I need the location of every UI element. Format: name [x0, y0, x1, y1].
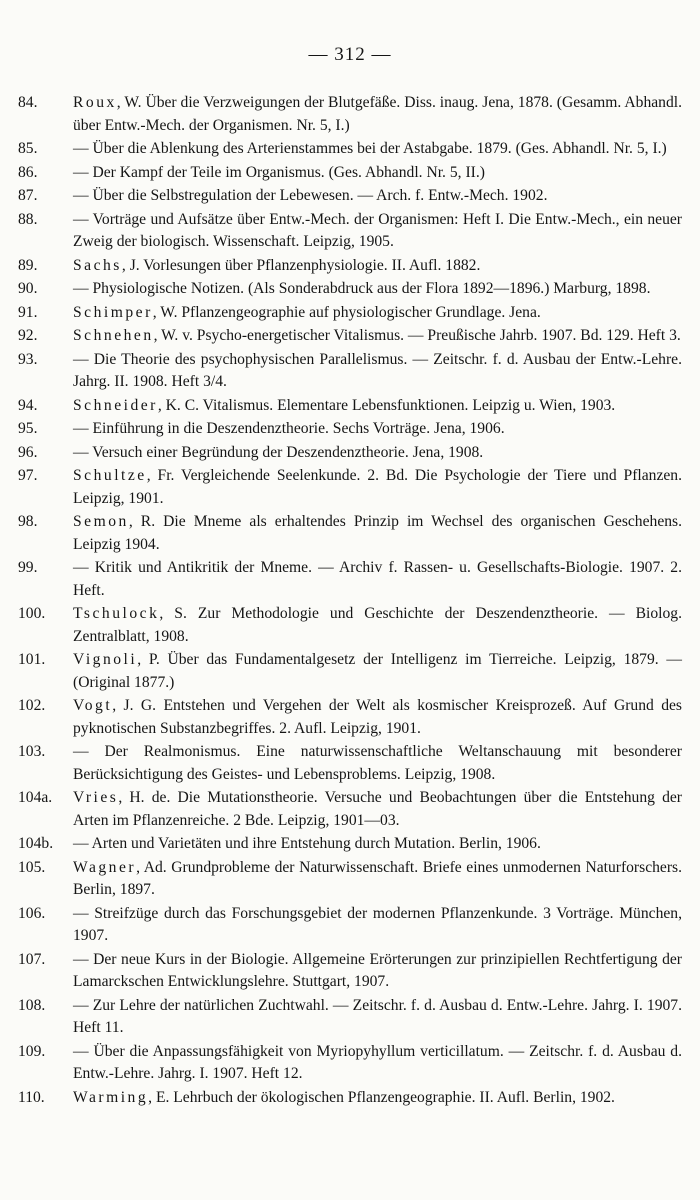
bibliography-entry: 94. Schneider, K. C. Vitalismus. Elementare Lebensfunktionen. Leipzig u. Wien, 1903. [18, 395, 682, 418]
entry-number: 110. [18, 1088, 45, 1106]
bibliography-entry: 101. Vignoli, P. Über das Fundamentalgesetz der Intelligenz im Tierreiche. Leipzig, 1879. — (Original 1877.) [18, 651, 682, 691]
entry-text: — Arten und Varietäten und ihre Entstehung durch Mutation. Berlin, 1906. [73, 835, 541, 852]
entry-text: — Über die Anpassungsfähigkeit von Myriopyhyllum verticillatum. — Zeitschr. f. d. Ausbau d. Entw.-Lehre. Jahrg. I. 1907. Heft 12. [73, 1042, 682, 1082]
bibliography-entry [18, 278, 682, 301]
entry-number: 93. [18, 350, 38, 368]
bibliography-entry [18, 995, 682, 1040]
entry-text: K. C. Vitalismus. Elementare Lebensfunktionen. Leipzig u. Wien, 1903. [165, 396, 616, 414]
bibliography-entry: 102. Vogt, J. G. Entstehen und Vergehen der Welt als kosmischer Kreisprozeß. Auf Grund des pyknotischen Substanzbegriffes. 2. Aufl. Leipzig, 1901. [18, 697, 683, 737]
entry-author: Schultze [73, 467, 147, 484]
entry-text: — Versuch einer Begründung der Deszendenztheorie. Jena, 1908. [73, 443, 484, 461]
entry-text: — Der Realmonismus. Eine naturwissenschaftliche Weltanschauung mit besonderer Berücksichtigung des Geistes- und Lebensproblems. Leipzig, 1908. [73, 743, 682, 783]
entry-number: 99. [18, 559, 38, 576]
entry-text: — Physiologische Notizen. (Als Sonderabdruck aus der Flora 1892—1896.) Marburg, 1898. [73, 280, 651, 297]
bibliography-entry: 92. Schnehen, W. v. Psycho-energetischer Vitalismus. — Preußische Jahrb. 1907. Bd. 129. Heft 3. [18, 325, 682, 348]
bibliography-entry: 89. Sachs, J. Vorlesungen über Pflanzenphysiologie. II. Aufl. 1882. [18, 255, 682, 278]
entry-number: 86. [18, 163, 38, 181]
entry-author: Roux [73, 94, 117, 111]
entry-author: Semon [73, 513, 129, 530]
entry-author: Vries [73, 789, 119, 806]
bibliography-entry [18, 185, 682, 208]
entry-author: Tschulock [73, 605, 160, 622]
entry-author: Warming [73, 1088, 149, 1106]
bibliography-entry [18, 949, 682, 994]
entry-number: 107. [18, 950, 46, 968]
entry-author: Wagner [73, 858, 137, 876]
bibliography-entry [18, 162, 682, 185]
entry-text: — Zur Lehre der natürlichen Zuchtwahl. — Zeitschr. f. d. Ausbau d. Entw.-Lehre. Jahrg. I. 1907. Heft 11. [73, 996, 682, 1036]
entry-text: R. Die Mneme als erhaltendes Prinzip im Wechsel des organischen Geschehens. Leipzig 1904. [73, 513, 683, 553]
entry-number: 104a. [18, 789, 53, 806]
bibliography-entry [18, 209, 682, 254]
entry-author: Sachs [73, 256, 122, 274]
entry-number: 90. [18, 280, 38, 297]
entry-text: E. Lehrbuch der ökologischen Pflanzengeographie. II. Aufl. Berlin, 1902. [155, 1088, 615, 1106]
entry-text: — Einführung in die Deszendenztheorie. Sechs Vorträge. Jena, 1906. [73, 420, 505, 437]
entry-text: W. Über die Verzweigungen der Blutgefäße. Diss. inaug. Jena, 1878. (Gesamm. Abhandl. über Entw.-Mech. der Organismen. Nr. 5, I.) [73, 94, 682, 134]
entry-number: 103. [18, 743, 46, 760]
entry-number: 85. [18, 140, 38, 157]
bibliography-entry: 110. Warming, E. Lehrbuch der ökologischen Pflanzengeographie. II. Aufl. Berlin, 1902. [18, 1087, 682, 1110]
entry-author: Vignoli [73, 651, 138, 668]
entry-number: 104b. [18, 835, 54, 852]
entry-number: 96. [18, 443, 38, 461]
entry-text: — Die Theorie des psychophysischen Parallelismus. — Zeitschr. f. d. Ausbau der Entw.-Lehre. Jahrg. II. 1908. Heft 3/4. [73, 350, 682, 390]
entry-number: 95. [18, 420, 38, 437]
entry-text: W. v. Psycho-energetischer Vitalismus. — Preußische Jahrb. 1907. Bd. 129. Heft 3. [161, 327, 681, 344]
entry-author: Vogt [73, 697, 113, 714]
entry-number: 106. [18, 904, 46, 922]
bibliography-entry [18, 1041, 682, 1086]
entry-number: 88. [18, 210, 38, 228]
bibliography-list [18, 92, 682, 1110]
entry-text: — Vorträge und Aufsätze über Entw.-Mech. der Organismen: Heft I. Die Entw.-Mech., ein neuer Zweig der biologisch. Wissenschaft. Leipzig, 1905. [73, 210, 682, 250]
bibliography-entry: 105. Wagner, Ad. Grundprobleme der Naturwissenschaft. Briefe eines unmodernen Naturforschers. Berlin, 1897. [18, 858, 682, 898]
entry-number: 101. [18, 651, 46, 668]
bibliography-entry [18, 349, 682, 394]
entry-text: W. Pflanzengeographie auf physiologischer Grundlage. Jena. [160, 303, 541, 321]
bibliography-entry: 91. Schimper, W. Pflanzengeographie auf physiologischer Grundlage. Jena. [18, 302, 682, 325]
bibliography-entry [18, 903, 682, 948]
entry-text: — Der Kampf der Teile im Organismus. (Ges. Abhandl. Nr. 5, II.) [73, 163, 485, 181]
entry-text: J. G. Entstehen und Vergehen der Welt als kosmischer Kreisprozeß. Auf Grund des pyknotischen Substanzbegriffes. 2. Aufl. Leipzig, 1901. [73, 697, 683, 737]
bibliography-entry: 97. Schultze, Fr. Vergleichende Seelenkunde. 2. Bd. Die Psychologie der Tiere und Pflanzen. Leipzig, 1901. [18, 467, 682, 507]
bibliography-entry: 84. Roux, W. Über die Verzweigungen der Blutgefäße. Diss. inaug. Jena, 1878. (Gesamm. Abhandl. über Entw.-Mech. der Organismen. Nr. 5, I.) [18, 94, 682, 134]
bibliography-entry [18, 138, 682, 161]
bibliography-entry [18, 418, 682, 441]
entry-text: J. Vorlesungen über Pflanzenphysiologie. II. Aufl. 1882. [129, 256, 481, 274]
entry-author: Schimper [73, 303, 153, 321]
entry-number: 109. [18, 1042, 46, 1060]
entry-number: 92. [18, 327, 38, 344]
entry-text: — Kritik und Antikritik der Mneme. — Archiv f. Rassen- u. Gesellschafts-Biologie. 1907. 2. Heft. [73, 559, 682, 599]
entry-number: 87. [18, 187, 38, 204]
entry-text: P. Über das Fundamentalgesetz der Intelligenz im Tierreiche. Leipzig, 1879. — (Original 1877.) [73, 651, 682, 691]
entry-text: H. de. Die Mutationstheorie. Versuche und Beobachtungen über die Entstehung der Arten im Pflanzenreiche. 2 Bde. Leipzig, 1901—03. [73, 789, 682, 829]
entry-text: S. Zur Methodologie und Geschichte der Deszendenztheorie. — Biolog. Zentralblatt, 1908. [73, 605, 683, 645]
entry-text: — Der neue Kurs in der Biologie. Allgemeine Erörterungen zur prinzipiellen Rechtfertigung der Lamarckschen Entwicklungslehre. Stuttgart, 1907. [73, 950, 682, 990]
entry-text: Fr. Vergleichende Seelenkunde. 2. Bd. Die Psychologie der Tiere und Pflanzen. Leipzig, 1901. [73, 467, 682, 507]
entry-text: — Über die Ablenkung des Arterienstammes bei der Astabgabe. 1879. (Ges. Abhandl. Nr. 5, I.) [73, 140, 667, 157]
entry-number: 108. [18, 996, 46, 1014]
entry-number: 94. [18, 396, 38, 414]
entry-number: 97. [18, 467, 38, 484]
entry-number: 100. [18, 605, 46, 622]
bibliography-entry [18, 557, 682, 602]
entry-text: — Über die Selbstregulation der Lebewesen. — Arch. f. Entw.-Mech. 1902. [73, 187, 548, 204]
bibliography-entry: 100. Tschulock, S. Zur Methodologie und Geschichte der Deszendenztheorie. — Biolog. Zentralblatt, 1908. [18, 605, 683, 645]
entry-text: — Streifzüge durch das Forschungsgebiet der modernen Pflanzenkunde. 3 Vorträge. München, 1907. [73, 904, 682, 944]
entry-number: 84. [18, 94, 38, 111]
bibliography-entry [18, 741, 682, 786]
page-number: — 312 — [308, 44, 392, 65]
entry-author: Schnehen [73, 327, 154, 344]
entry-author: Schneider [73, 396, 158, 414]
bibliography-entry [18, 442, 682, 465]
entry-number: 89. [18, 256, 38, 274]
entry-text: Ad. Grundprobleme der Naturwissenschaft. Briefe eines unmodernen Naturforschers. Berlin, 1897. [73, 858, 682, 898]
bibliography-entry: 98. Semon, R. Die Mneme als erhaltendes Prinzip im Wechsel des organischen Geschehens. Leipzig 1904. [18, 513, 683, 553]
entry-number: 102. [18, 697, 46, 714]
entry-number: 98. [18, 513, 38, 530]
bibliography-entry [18, 833, 682, 856]
entry-number: 105. [18, 858, 46, 876]
entry-number: 91. [18, 303, 38, 321]
bibliography-entry: 104a. Vries, H. de. Die Mutationstheorie. Versuche und Beobachtungen über die Entstehung der Arten im Pflanzenreiche. 2 Bde. Leipzig, 1901—03. [18, 789, 682, 829]
